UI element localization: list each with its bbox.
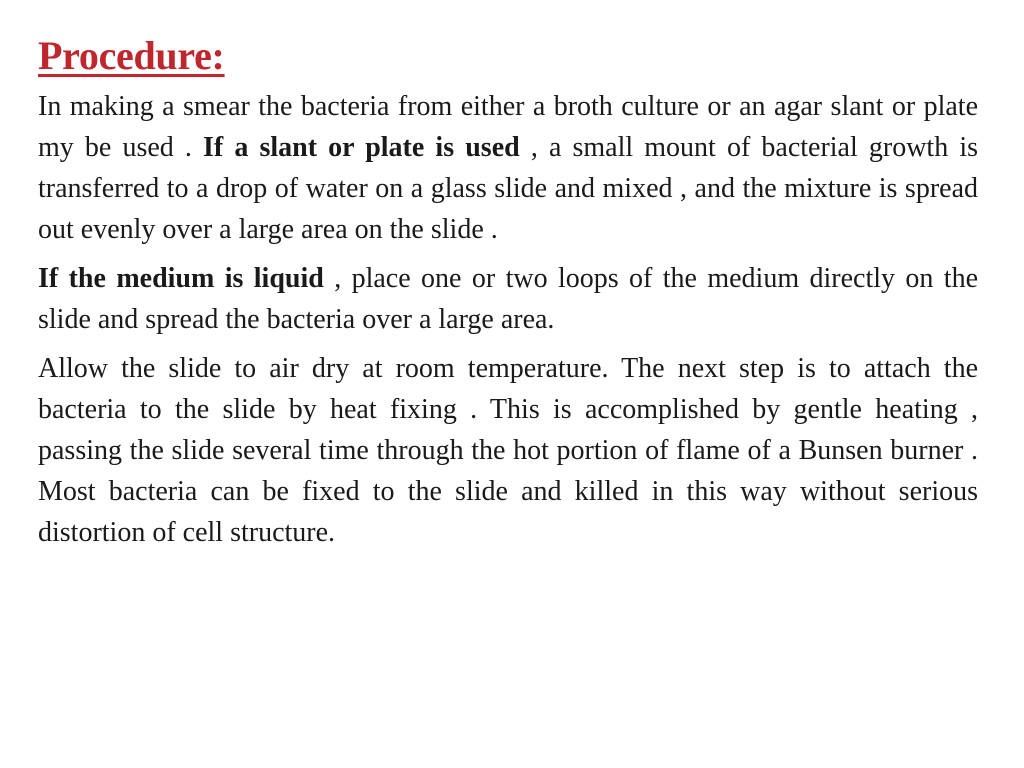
paragraph-heat-fixing: [38, 348, 978, 553]
paragraph-text: , place one or two loops of the medium directly on the slide and spread the bacteria over a large area.: [38, 263, 978, 335]
slide-title: Procedure:: [38, 33, 225, 78]
emphasis-slant-plate: If a slant or plate is used: [203, 132, 520, 163]
paragraph-text: , a small mount of bacterial growth is transferred to a drop of water on a glass slide and mixed , and the mixture is spread out evenly over a large area on the slide .: [38, 132, 979, 245]
paragraph-liquid-medium: [38, 258, 978, 340]
emphasis-liquid-medium: If the medium is liquid: [38, 263, 324, 294]
paragraph-smear-method: [38, 86, 978, 250]
slide-content: [38, 30, 978, 561]
paragraph-text: Allow the slide to air dry at room temperature. The next step is to attach the bacteria to the slide by heat fixing . This is accomplished by gentle heating , passing the slide several time through the hot portion of flame of a Bunsen burner . Most bacteria can be fixed to the slide and killed in this way without serious distortion of cell structure.: [38, 353, 978, 548]
paragraph-text: In making a smear the bacteria from either a broth culture or an agar slant or plate my be used .: [38, 91, 978, 163]
